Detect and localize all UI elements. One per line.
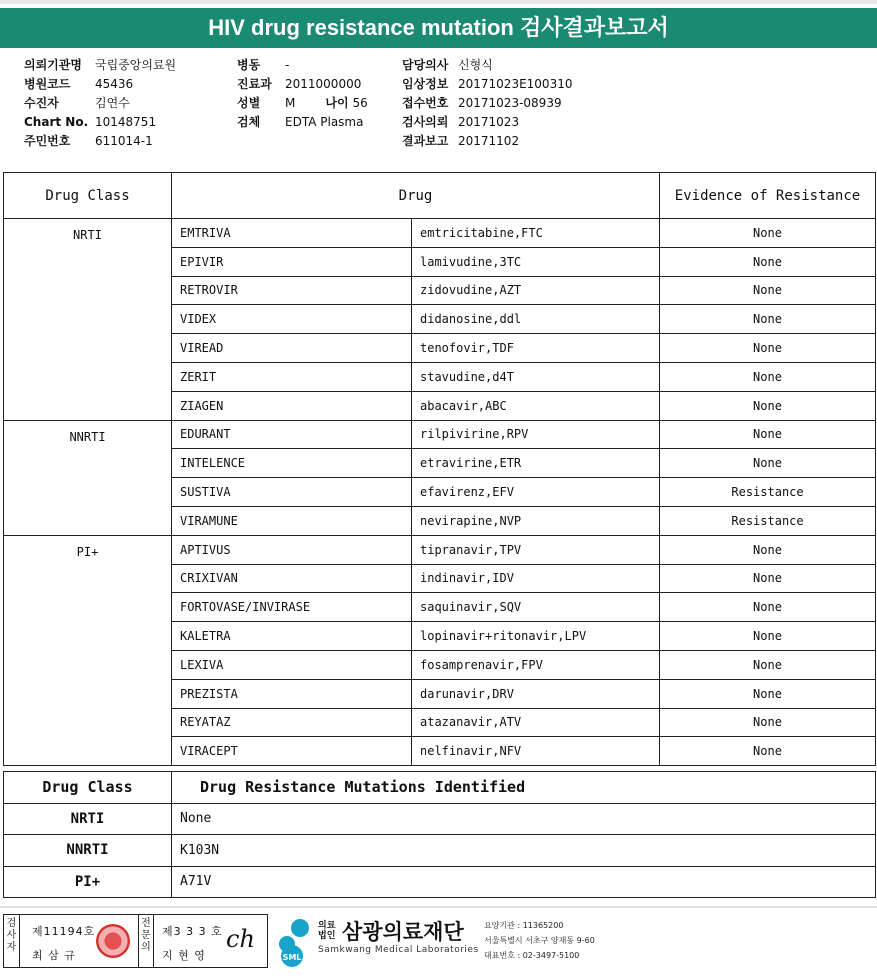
drug-generic-cell: darunavir,DRV: [412, 679, 660, 708]
info-row: [24, 132, 176, 151]
table-row: [4, 835, 876, 867]
evidence-cell: None: [660, 449, 876, 478]
mutation-class: PI+: [4, 866, 172, 898]
info-row: [24, 75, 176, 94]
report-title: HIV drug resistance mutation 검사결과보고서: [0, 8, 877, 48]
info-row: [24, 56, 176, 75]
org-info-line: 요양기관 : 11365200: [484, 921, 564, 930]
drug-brand-cell: VIRACEPT: [172, 737, 412, 766]
evidence-cell: None: [660, 737, 876, 766]
org-name: 삼광의료재단: [342, 920, 464, 944]
drug-generic-cell: etravirine,ETR: [412, 449, 660, 478]
header-drug-class: Drug Class: [4, 173, 172, 219]
sml-logo-icon: [270, 914, 320, 968]
info-value: 20171023: [458, 115, 520, 129]
info-label: 병동: [237, 58, 261, 72]
info-label: 임상정보: [402, 77, 449, 91]
info-row: [24, 113, 176, 132]
drug-generic-cell: lamivudine,3TC: [412, 247, 660, 276]
table-row: [4, 803, 876, 835]
patient-info-col1: [24, 56, 176, 151]
evidence-cell: None: [660, 708, 876, 737]
mutation-class: NNRTI: [4, 835, 172, 867]
info-label: 결과보고: [402, 134, 449, 148]
evidence-cell: None: [660, 593, 876, 622]
drug-brand-cell: KALETRA: [172, 622, 412, 651]
drug-generic-cell: rilpivirine,RPV: [412, 420, 660, 449]
evidence-cell: None: [660, 564, 876, 593]
info-row: [237, 113, 368, 132]
drug-generic-cell: saquinavir,SQV: [412, 593, 660, 622]
info-value: 김연수: [95, 96, 130, 110]
mutation-value: None: [172, 803, 876, 835]
info-row: [402, 94, 572, 113]
drug-brand-cell: VIREAD: [172, 334, 412, 363]
info-value: 20171023E100310: [458, 77, 573, 91]
evidence-cell: Resistance: [660, 478, 876, 507]
drug-generic-cell: abacavir,ABC: [412, 391, 660, 420]
mutation-value: A71V: [172, 866, 876, 898]
drug-brand-cell: LEXIVA: [172, 650, 412, 679]
drug-brand-cell: EPIVIR: [172, 247, 412, 276]
table-header-row: [4, 772, 876, 804]
drug-brand-cell: CRIXIVAN: [172, 564, 412, 593]
info-value: 10148751: [95, 115, 157, 129]
evidence-cell: None: [660, 679, 876, 708]
tester-label: 검사자: [4, 915, 20, 967]
org-info-line: 대표번호 : 02-3497-5100: [484, 951, 580, 960]
table-row: [4, 219, 876, 248]
header-drug: Drug: [172, 173, 660, 219]
age-value: 56: [352, 96, 368, 110]
evidence-cell: None: [660, 420, 876, 449]
info-label: 수진자: [24, 96, 59, 110]
evidence-cell: None: [660, 276, 876, 305]
evidence-cell: None: [660, 305, 876, 334]
top-rule: [0, 0, 877, 4]
drug-generic-cell: atazanavir,ATV: [412, 708, 660, 737]
drug-generic-cell: lopinavir+ritonavir,LPV: [412, 622, 660, 651]
info-row: [237, 94, 368, 113]
footer-rule: [0, 906, 877, 908]
drug-brand-cell: PREZISTA: [172, 679, 412, 708]
drug-brand-cell: ZERIT: [172, 362, 412, 391]
info-value: 20171023-08939: [458, 96, 562, 110]
drug-generic-cell: efavirenz,EFV: [412, 478, 660, 507]
info-value: 611014-1: [95, 134, 153, 148]
official-seal-stamp: [96, 924, 130, 958]
signature-box: [3, 914, 268, 968]
info-label: 접수번호: [402, 96, 449, 110]
drug-class-cell: NRTI: [4, 219, 172, 421]
drug-generic-cell: stavudine,d4T: [412, 362, 660, 391]
info-row: [402, 113, 572, 132]
drug-brand-cell: RETROVIR: [172, 276, 412, 305]
evidence-cell: Resistance: [660, 506, 876, 535]
tester-license: 제11194호: [32, 925, 96, 938]
drug-class-cell: NNRTI: [4, 420, 172, 535]
logo-text: SML: [282, 953, 302, 962]
info-row: [237, 75, 368, 94]
age-label: 나이: [325, 96, 349, 110]
drug-brand-cell: SUSTIVA: [172, 478, 412, 507]
drug-brand-cell: INTELENCE: [172, 449, 412, 478]
info-value: 신형식: [458, 58, 493, 72]
drug-class-cell: PI+: [4, 535, 172, 765]
info-value: -: [285, 58, 290, 72]
info-label: 검사의뢰: [402, 115, 449, 129]
mutation-value: K103N: [172, 835, 876, 867]
evidence-cell: None: [660, 247, 876, 276]
evidence-cell: None: [660, 622, 876, 651]
table-header-row: [4, 173, 876, 219]
info-label: 검체: [237, 115, 261, 129]
patient-info-col2: [237, 56, 368, 132]
info-row: [402, 132, 572, 151]
org-info-line: 서울특별시 서초구 양재동 9-60: [484, 936, 595, 945]
evidence-cell: None: [660, 650, 876, 679]
drug-brand-cell: ZIAGEN: [172, 391, 412, 420]
table-row: [4, 866, 876, 898]
org-prefix: 의료법인: [318, 921, 336, 941]
info-value: 45436: [95, 77, 134, 91]
info-value: 20171102: [458, 134, 520, 148]
info-label: 진료과: [237, 77, 272, 91]
drug-generic-cell: indinavir,IDV: [412, 564, 660, 593]
info-row: [24, 94, 176, 113]
header-evidence: Evidence of Resistance: [660, 173, 876, 219]
drug-generic-cell: nelfinavir,NFV: [412, 737, 660, 766]
drug-brand-cell: REYATAZ: [172, 708, 412, 737]
info-value: M: [285, 96, 296, 110]
drug-brand-cell: APTIVUS: [172, 535, 412, 564]
info-row: [237, 56, 368, 75]
logo-circle-top: [291, 919, 309, 937]
evidence-cell: None: [660, 219, 876, 248]
info-row: [402, 75, 572, 94]
header-drug-class: Drug Class: [4, 772, 172, 804]
info-label: 병원코드: [24, 77, 71, 91]
evidence-cell: None: [660, 391, 876, 420]
info-value: 국립중앙의료원: [95, 58, 177, 72]
table-row: [4, 420, 876, 449]
info-label: Chart No.: [24, 115, 89, 129]
info-label: 주민번호: [24, 134, 71, 148]
drug-brand-cell: VIRAMUNE: [172, 506, 412, 535]
info-label: 의뢰기관명: [24, 58, 82, 72]
drug-generic-cell: emtricitabine,FTC: [412, 219, 660, 248]
drug-table-body: [4, 219, 876, 766]
tester-name: 최 삼 규: [32, 949, 76, 962]
drug-generic-cell: tenofovir,TDF: [412, 334, 660, 363]
drug-generic-cell: didanosine,ddl: [412, 305, 660, 334]
org-english-name: Samkwang Medical Laboratories: [318, 945, 479, 955]
evidence-cell: None: [660, 334, 876, 363]
mutation-table: [3, 771, 876, 898]
drug-generic-cell: tipranavir,TPV: [412, 535, 660, 564]
evidence-cell: None: [660, 535, 876, 564]
info-label: 성별: [237, 96, 261, 110]
info-value: EDTA Plasma: [285, 115, 364, 129]
drug-brand-cell: EMTRIVA: [172, 219, 412, 248]
specialist-label: 전문의: [138, 915, 154, 967]
specialist-name: 지 현 영: [162, 949, 206, 962]
drug-generic-cell: nevirapine,NVP: [412, 506, 660, 535]
drug-generic-cell: zidovudine,AZT: [412, 276, 660, 305]
drug-generic-cell: fosamprenavir,FPV: [412, 650, 660, 679]
specialist-license: 제3 3 3 호: [162, 925, 223, 938]
handwritten-signature: ch: [226, 925, 255, 953]
drug-brand-cell: VIDEX: [172, 305, 412, 334]
info-row: [402, 56, 572, 75]
drug-brand-cell: EDURANT: [172, 420, 412, 449]
info-value: 2011000000: [285, 77, 362, 91]
info-label: 담당의사: [402, 58, 449, 72]
drug-resistance-table: [3, 172, 876, 766]
mutation-class: NRTI: [4, 803, 172, 835]
org-info: [484, 918, 595, 963]
drug-brand-cell: FORTOVASE/INVIRASE: [172, 593, 412, 622]
evidence-cell: None: [660, 362, 876, 391]
table-row: [4, 535, 876, 564]
patient-info-col3: [402, 56, 572, 151]
header-mutations: Drug Resistance Mutations Identified: [172, 772, 876, 804]
